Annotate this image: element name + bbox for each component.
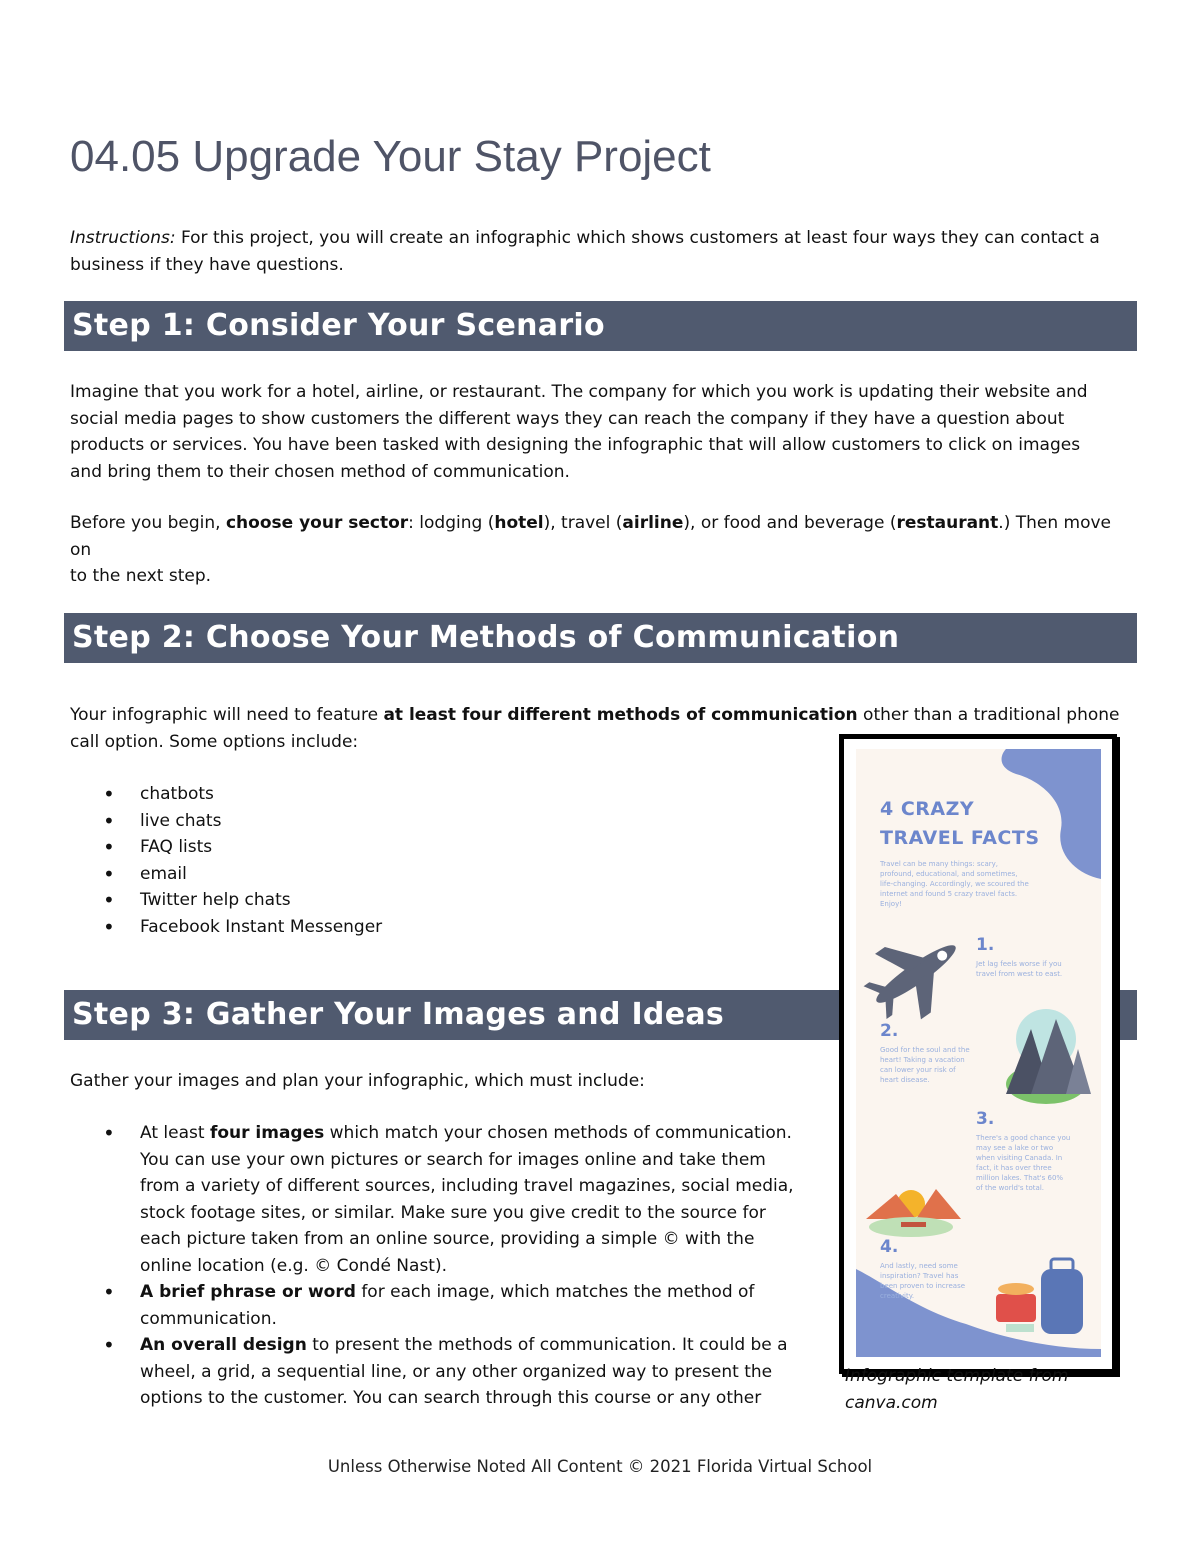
fact-text: There's a good chance you may see a lake or two when visiting Canada. In fact, it has over three million lakes. That's 60% of the world's total. [976,1134,1071,1192]
airplane-icon [856,914,978,1036]
infographic-caption: Infographic template from canva.com [845,1366,1069,1413]
step2-heading: Step 2: Choose Your Methods of Communication [72,620,900,655]
fact-number: 1. [976,935,995,955]
instructions-paragraph: Instructions: For this project, you will create an infographic which shows customers at least four ways they can contact a business if they have questions. [70,228,1100,275]
sector-paragraph: Before you begin, choose your sector: lodging (hotel), travel (airline), or food and beverage (restaurant.) Then move on to the next step. [70,513,1112,586]
fact-number: 2. [880,1021,899,1041]
infographic-poster [856,749,1101,1357]
fact-text: Jet lag feels worse if you travel from west to east. [976,960,1063,978]
luggage-icon [996,1259,1083,1334]
page-title: 04.05 Upgrade Your Stay Project [70,132,711,181]
list-item: • A brief phrase or word for each image, which matches the method of communication. [70,1279,815,1332]
infographic-image [839,734,1117,1374]
step1-heading: Step 1: Consider Your Scenario [72,308,605,343]
list-item: • Twitter help chats [70,887,382,914]
step3-heading: Step 3: Gather Your Images and Ideas [72,997,725,1032]
step1-paragraph: Imagine that you work for a hotel, airline, or restaurant. The company for which you work is updating their website and social media pages to show customers the different ways they can reach the company if they have a question about products or services. You have been tasked with designing the infographic that will allow customers to click on images and bring them to their chosen method of communication. [70,382,1088,482]
fact-number: 4. [880,1237,899,1257]
list-item: • An overall design to present the methods of communication. It could be a wheel, a grid, a sequential line, or any other organized way to present the options to the customer. You can search through this course or any other [70,1332,815,1412]
mountains-icon [1006,1009,1091,1104]
communication-options-list [70,781,382,940]
list-item: • email [70,861,382,888]
list-item: • At least four images which match your chosen methods of communication. You can use your own pictures or search for images online and take them from a variety of different sources, including travel magazines, social media, stock footage sites, or similar. Make sure you give credit to the source for each picture taken from an online source, providing a simple © with the online location (e.g. © Condé Nast). [70,1120,815,1279]
instructions-label: Instructions: [70,228,176,248]
fact-text: And lastly, need some inspiration? Travel has been proven to increase creativity. [880,1262,966,1300]
list-item: • live chats [70,808,382,835]
fact-number: 3. [976,1109,995,1129]
infographic-title: 4 CRAZY TRAVEL FACTS [880,798,1040,849]
footer-copyright: Unless Otherwise Noted All Content © 2021 Florida Virtual School [327,1457,873,1476]
requirements-list [70,1120,815,1412]
list-item: • Facebook Instant Messenger [70,914,382,941]
infographic-intro: Travel can be many things: scary, profound, educational, and sometimes, life-changing. Accordingly, we scoured the internet and found 5 crazy travel facts. Enjoy! [880,860,1029,908]
step2-paragraph: Your infographic will need to feature at least four different methods of communication other than a traditional phone call option. Some options include: [70,705,1120,752]
fact-text: Good for the soul and the heart! Taking a vacation can lower your risk of heart disease. [880,1046,970,1084]
step3-intro: Gather your images and plan your infographic, which must include: [70,1071,645,1091]
list-item: • FAQ lists [70,834,382,861]
desert-icon [866,1189,961,1237]
list-item: • chatbots [70,781,382,808]
